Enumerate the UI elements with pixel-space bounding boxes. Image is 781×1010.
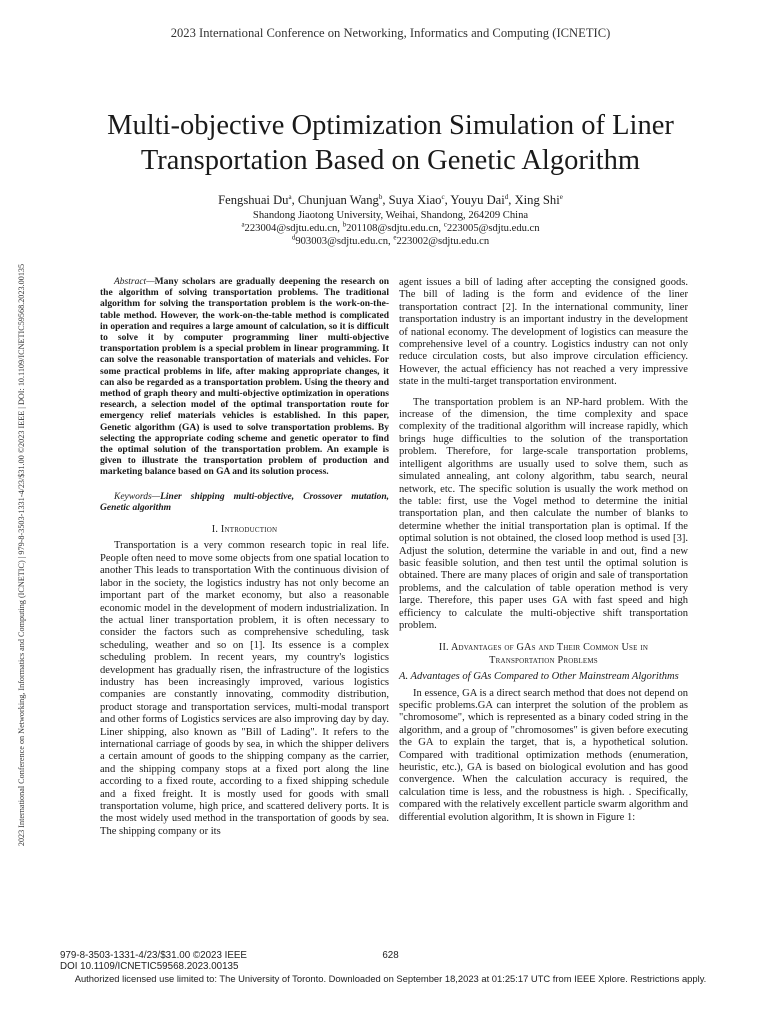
email-address: 223004@sdjtu.edu.cn, — [244, 223, 343, 234]
email-address: 903003@sdjtu.edu.cn, — [295, 236, 394, 247]
abstract-text: Many scholars are gradually deepening the research on the algorithm of solving transportation problems. The traditional algorithm for solving the transportation problem is the work-on-the-table method. However, the work-on-the-table method is complicated in operation and requires a large amount of calculation, so it is difficult to solve it by computer programming liner multi-objective transportation problem is a special problem in linear programming. It can solve the reasonable transportation of materials and vehicles. For some practical problems in life, after making appropriate changes, it can also be regarded as a transportation problem. Using the theory and method of graph theory and multi-objective optimization in operations research, a selection model of the optimal transportation route for emergency relief materials vehicles is established. In this paper, Genetic algorithm (GA) is used to solve transportation problems. By selecting the appropriate coding scheme and genetic operator to find the optimal solution of the transportation problem. An example is given to illustrate the transportation problem of production and marketing balance based on GA and its solution process. — [100, 277, 389, 478]
license-notice: Authorized licensed use limited to: The University of Toronto. Downloaded on September 18,2023 at 01:25:17 UTC from IEEE Xplore. Restrictions apply. — [74, 973, 707, 984]
affiliation: Shandong Jiaotong University, Weihai, Shandong, 264209 China — [252, 210, 529, 221]
email-mark: c — [443, 220, 447, 229]
title-line-2: Transportation Based on Genetic Algorithm — [140, 145, 641, 176]
section-heading-introduction: I. Introduction — [211, 524, 278, 536]
subsection-heading-a: A. Advantages of GAs Compared to Other Mainstream Algorithms — [399, 671, 679, 683]
abstract — [100, 277, 389, 479]
right-paragraph-1: agent issues a bill of lading after accepting the consigned goods. The bill of lading is the form and evidence of the liner transportation contract [2]. In the international community, liner transportation industry is an important industry in the development of national economy. The development of logistics can measure the comprehensive level of a country. Logistics industry can not only reduce circulation costs, but also improve circulation efficiency. However, the actual efficiency has not reached a very impressive state in the multi-target transportation environment. — [399, 277, 688, 388]
conference-header: 2023 International Conference on Networking, Informatics and Computing (ICNETIC) — [170, 26, 611, 40]
email-mark: e — [393, 233, 397, 242]
right-paragraph-3: In essence, GA is a direct search method that does not depend on specific problems.GA can interpret the solution of the problem as "chromosome", which is represented as a binary coded string in the algorithm, and a group of "chromosomes" is given before executing the GA to explain the target, that is, a hypothetical solution. Compared with traditional optimization methods (enumeration, heuristic, etc.), GA is based on biological evolution and has good convergence. When the calculation accuracy is required, the calculation time is less, and the robustness is high. . Specifically, compared with the relatively excellent particle swarm algorithm and differential evolution algorithm, It is shown in Figure 1: — [399, 687, 688, 823]
email-address: 201108@sdjtu.edu.cn, — [346, 223, 444, 234]
author-name: Youyu Dai — [450, 193, 505, 207]
email-mark: b — [342, 220, 347, 229]
title-line-1: Multi-objective Optimization Simulation of Liner — [107, 110, 674, 141]
author-affiliation-mark: b — [378, 192, 383, 201]
footer-doi: DOI 10.1109/ICNETIC59568.2023.00135 — [60, 961, 239, 972]
intro-paragraph: Transportation is a very common research topic in real life. People often need to move some objects from one spatial location to another This leads to transportation With the continuous division of labor in the society, the logistics industry has not only become an important part of the market economy, but also a reasonable economic model in the development of modern industrialization. In the actual liner transportation problem, it is often necessary to consider the factors such as comprehensive scheduling, task scheduling, weather and so on [1]. Its essence is a complex scheduling problem. In recent years, my country's logistics development has gradually risen, the infrastructure of the logistics industry has been increasingly improved, various logistics companies are constantly innovating, commodity distribution, product storage and transportation services, multi-modal transport and other forms of Logistics services are also improving day by day. Liner shipping, also known as "Bill of Lading". It refers to the international carriage of goods by sea, in which the shipper delivers a certain amount of goods to the shipping company as the carrier, and the shipping company stops at a fixed port along the line according to a fixed route, according to a fixed shipping schedule and a fixed freight. It is mostly used for goods with small transportation volume, high price, and scattered delivery ports. It is the most widely used method in the transportation of goods by sea. The shipping company or its — [100, 540, 389, 837]
author-affiliation-mark: a — [288, 192, 292, 201]
section2-heading-line-2: Transportation Problems — [489, 654, 598, 666]
email-address: 223002@sdjtu.edu.cn — [396, 236, 490, 247]
left-column — [100, 277, 389, 838]
footer-isbn: 979-8-3503-1331-4/23/$31.00 ©2023 IEEE — [60, 950, 247, 961]
author-affiliation-mark: c — [441, 192, 445, 201]
paper-title — [60, 108, 721, 178]
keywords-text: Liner shipping multi-objective, Crossover mutation, Genetic algorithm — [100, 491, 389, 513]
side-doi-banner: 2023 International Conference on Networking, Informatics and Computing (ICNETIC) | 979-8-3503-1331-4/23/$31.00 ©2023 IEEE | DOI: 10.1109/ICNETIC59568.2023.00135 — [17, 263, 26, 847]
email-address: 223005@sdjtu.edu.cn — [446, 223, 540, 234]
author-name: Xing Shi — [514, 193, 560, 207]
author-list: Fengshuai Du$^a$, Chunjuan Wang$^b$, Suya Xiao$^c$, Youyu Dai$^d$, Xing Shi$^e$ — [218, 192, 563, 207]
email-mark: d — [291, 233, 296, 242]
abstract-label: Abstract— — [114, 277, 155, 287]
section2-heading-line-1: II. Advantages of GAs and Their Common Use in — [438, 642, 649, 654]
keywords-label: Keywords— — [114, 491, 161, 502]
email-mark: a — [241, 220, 245, 229]
author-affiliation-mark: d — [504, 192, 509, 201]
emails-line-2 — [0, 235, 781, 248]
section-heading-advantages — [399, 642, 688, 667]
author-name: Suya Xiao — [388, 193, 442, 207]
right-paragraph-2: The transportation problem is an NP-hard problem. With the increase of the dimension, the time complexity and space complexity of the traditional algorithm will increase rapidly, which brings huge difficulties to the solution of the transportation problem. Therefore, for large-scale transportation problems, intelligent algorithms are usually used to solve them, such as simulated annealing, ant colony algorithm, tabu search, neural network, etc. The specific solution is usually the work method on the table: first, use the Vogel method to determine the initial transportation plan, and then calculate the number of blanks to determine whether the initial transportation plan is optimal. If the optimal solution is not obtained, the closed loop method is used [3]. Adjust the solution, determine the variable in and out, find a new basic feasible solution, and then test until the optimal solution is obtained. There are many places of origin and sale of transportation problems, and the calculation of table operation method is very large. Therefore, this paper uses GA with fast speed and high efficiency to calculate the multi-objective shift transportation problem. — [399, 396, 688, 631]
keywords — [100, 492, 389, 514]
right-column — [399, 277, 688, 824]
page-number: 628 — [382, 950, 399, 961]
author-name: Chunjuan Wang — [297, 193, 379, 207]
author-affiliation-mark: e — [559, 192, 563, 201]
emails-line-1 — [0, 222, 781, 235]
author-name: Fengshuai Du — [218, 193, 289, 207]
